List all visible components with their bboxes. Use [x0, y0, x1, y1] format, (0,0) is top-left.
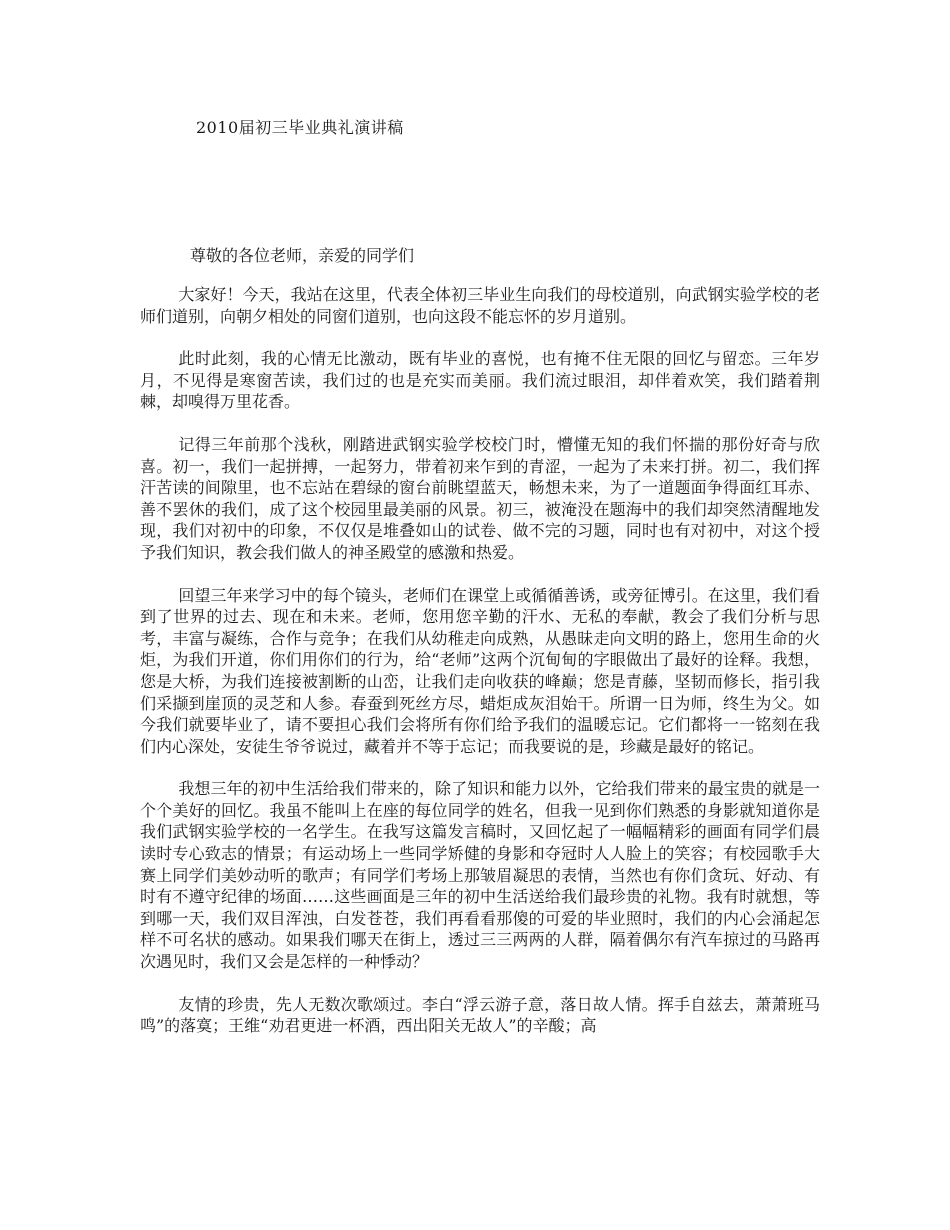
paragraph: 我想三年的初中生活给我们带来的，除了知识和能力以外，它给我们带来的最宝贵的就是一个个美好的回忆。我虽不能叫上在座的每位同学的姓名，但我一见到你们熟悉的身影就知道你是我们武钢实验学校的一名学生。在我写这篇发言稿时，又回忆起了一幅幅精彩的画面有同学们晨读时专心致志的情景；有运动场上一些同学矫健的身影和夺冠时人人脸上的笑容；有校园歌手大赛上同学们美妙动听的歌声；有同学们考场上那皱眉凝思的表情，当然也有你们贪玩、好动、有时有不遵守纪律的场面……这些画面是三年的初中生活送给我们最珍贵的礼物。我有时就想，等到哪一天，我们双目浑浊，白发苍苍，我们再看看那傻的可爱的毕业照时，我们的内心会涌起怎样不可名状的感动。如果我们哪天在街上，透过三三两两的人群，隔着偶尔有汽车掠过的马路再次遇见时，我们又会是怎样的一种悸动？ — [140, 779, 820, 972]
paragraph: 大家好！今天，我站在这里，代表全体初三毕业生向我们的母校道别，向武钢实验学校的老师们道别，向朝夕相处的同窗们道别，也向这段不能忘怀的岁月道别。 — [140, 285, 820, 326]
document-title: 2010届初三毕业典礼演讲稿 — [196, 118, 404, 137]
speech-body — [140, 284, 820, 1058]
paragraph: 回望三年来学习中的每个镜头，老师们在课堂上或循循善诱，或旁征博引。在这里，我们看到了世界的过去、现在和未来。老师，您用您辛勤的汗水、无私的奉献，教会了我们分析与思考，丰富与凝练，合作与竞争；在我们从幼稚走向成熟，从愚昧走向文明的路上，您用生命的火炬，为我们开道，你们用你们的行为，给“老师”这两个沉甸甸的字眼做出了最好的诠释。我想，您是大桥，为我们连接被割断的山峦，让我们走向收获的峰巅；您是青藤，坚韧而修长，指引我们采撷到崖顶的灵芝和人参。春蚕到死丝方尽，蜡炬成灰泪始干。所谓一日为师，终生为父。如今我们就要毕业了，请不要担心我们会将所有你们给予我们的温暖忘记。它们都将一一铭刻在我们内心深处，安徒生爷爷说过，藏着并不等于忘记；而我要说的是，珍藏是最好的铭记。 — [140, 585, 820, 756]
salutation: 尊敬的各位老师，亲爱的同学们 — [190, 246, 415, 265]
paragraph: 此时此刻，我的心情无比激动，既有毕业的喜悦，也有掩不住无限的回忆与留恋。三年岁月，不见得是寒窗苦读，我们过的也是充实而美丽。我们流过眼泪，却伴着欢笑，我们踏着荆棘，却嗅得万里花香。 — [140, 349, 820, 412]
paragraph: 记得三年前那个浅秋，刚踏进武钢实验学校校门时，懵懂无知的我们怀揣的那份好奇与欣喜。初一，我们一起拼搏，一起努力，带着初来乍到的青涩，一起为了未来打拼。初二，我们挥汗苦读的间隙里，也不忘站在碧绿的窗台前眺望蓝天，畅想未来，为了一道题面争得面红耳赤、善不罢休的我们，成了这个校园里最美丽的风景。初三，被淹没在题海中的我们却突然清醒地发现，我们对初中的印象，不仅仅是堆叠如山的试卷、做不完的习题，同时也有对初中，对这个授予我们知识，教会我们做人的神圣殿堂的感激和热爱。 — [140, 434, 820, 562]
paragraph: 友情的珍贵，先人无数次歌颂过。李白“浮云游子意，落日故人情。挥手自兹去，萧萧班马鸣”的落寞；王维“劝君更进一杯酒，西出阳关无故人”的辛酸；高 — [140, 994, 820, 1036]
